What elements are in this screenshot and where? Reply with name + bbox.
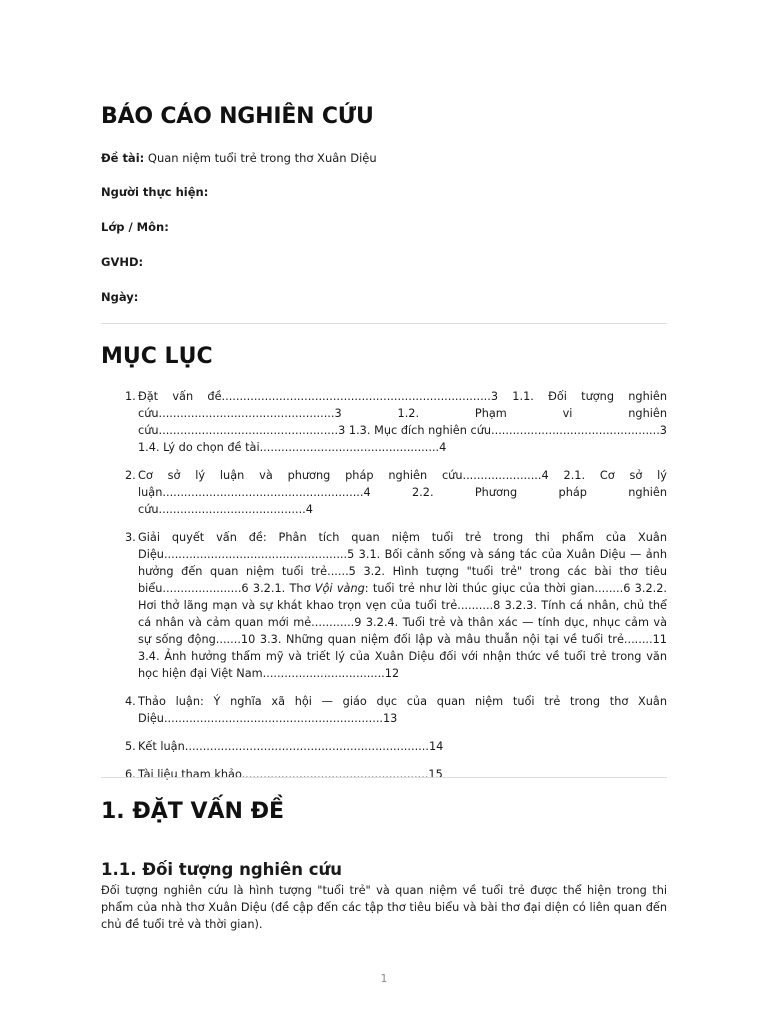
toc-item-number: 5. [125, 740, 136, 753]
body-paragraph: Đối tượng nghiên cứu là hình tượng "tuổi trẻ" và quan niệm về tuổi trẻ được thể hiện trong thi phẩm của nhà thơ Xuân Diệu (đề cập đến các tập thơ tiêu biểu và bài thơ đại diện có liên quan đến chủ đề tuổi trẻ và thời gian). [101, 884, 667, 931]
toc-item-text-italic: Vội vàng [314, 582, 365, 595]
meta-advisor-label: GVHD: [101, 255, 144, 269]
meta-class-label: Lớp / Môn: [101, 220, 169, 234]
toc-item-number: 3. [125, 531, 136, 544]
toc-item-number: 4. [125, 695, 136, 708]
toc-list [125, 388, 667, 794]
toc-item[interactable] [125, 467, 667, 518]
toc-item-text: Đặt vấn đề...........................................................................3 1.1. Đối tượng nghiên cứu.................................................3 1.2. Phạm vi nghiên cứu..................................................3 1.3. Mục đích nghiên cứu...............................................3 1.4. Lý do chọn đề tài..................................................4 [138, 390, 667, 454]
meta-author [101, 185, 208, 199]
toc-item-number: 1. [125, 390, 136, 403]
meta-topic-label: Đề tài: [101, 151, 145, 165]
toc-title: MỤC LỤC [101, 344, 213, 369]
toc-item[interactable] [125, 766, 667, 783]
meta-class [101, 220, 169, 234]
page-number: 1 [380, 973, 388, 985]
toc-item-text-after: : tuổi trẻ như lời thúc giục của thời gian........6 3.2.2. Hơi thở lãng mạn và sự khát khao trọn vẹn của tuổi trẻ..........8 3.2.3. Tính cá nhân, chủ thể cá nhân và cảm quan mới mẻ............9 3.2.4. Tuổi trẻ và thân xác — tính dục, nhục cảm và sự sống động.......10 3.3. Những quan niệm đối lập và mâu thuẫn nội tại về tuổi trẻ........11 3.4. Ảnh hưởng thẩm mỹ và triết lý của Xuân Diệu đối với nhận thức về tuổi trẻ trong văn học hiện đại Việt Nam..................................12 [138, 582, 668, 680]
toc-item-text: Cơ sở lý luận và phương pháp nghiên cứu......................4 2.1. Cơ sở lý luận........................................................4 2.2. Phương pháp nghiên cứu.........................................4 [138, 469, 667, 516]
section-title: 1. ĐẶT VẤN ĐỀ [101, 799, 285, 824]
meta-date [101, 290, 138, 304]
toc-item-number: 2. [125, 469, 136, 482]
subsection-title: 1.1. Đối tượng nghiên cứu [101, 859, 342, 879]
meta-advisor [101, 255, 143, 269]
toc-item-number: 6. [125, 768, 136, 781]
divider [101, 323, 667, 324]
toc-item[interactable] [125, 693, 667, 727]
document-title: BÁO CÁO NGHIÊN CỨU [101, 104, 374, 129]
toc-item-text-before: Giải quyết vấn đề: Phân tích quan niệm tuổi trẻ trong thi phẩm của Xuân Diệu...................................................5 3.1. Bối cảnh sống và sáng tác của Xuân Diệu — ảnh hưởng đến quan niệm tuổi trẻ......5 3.2. Hình tượng "tuổi trẻ" trong các bài thơ tiêu biểu......................6 3.2.1. Thơ [138, 531, 667, 595]
toc-item[interactable] [125, 388, 667, 456]
divider [101, 777, 667, 778]
toc-item-text: Kết luận....................................................................14 [138, 740, 444, 753]
meta-author-label: Người thực hiện: [101, 185, 209, 199]
toc-item-text: Tài liệu tham khảo....................................................15 [138, 768, 443, 781]
meta-date-label: Ngày: [101, 290, 139, 304]
toc-item[interactable] [125, 529, 667, 682]
toc-item-text: Thảo luận: Ý nghĩa xã hội — giáo dục của quan niệm tuổi trẻ trong thơ Xuân Diệu.............................................................13 [138, 695, 667, 725]
meta-topic [101, 151, 377, 165]
meta-topic-value: Quan niệm tuổi trẻ trong thơ Xuân Diệu [147, 151, 377, 165]
toc-item[interactable] [125, 738, 667, 755]
